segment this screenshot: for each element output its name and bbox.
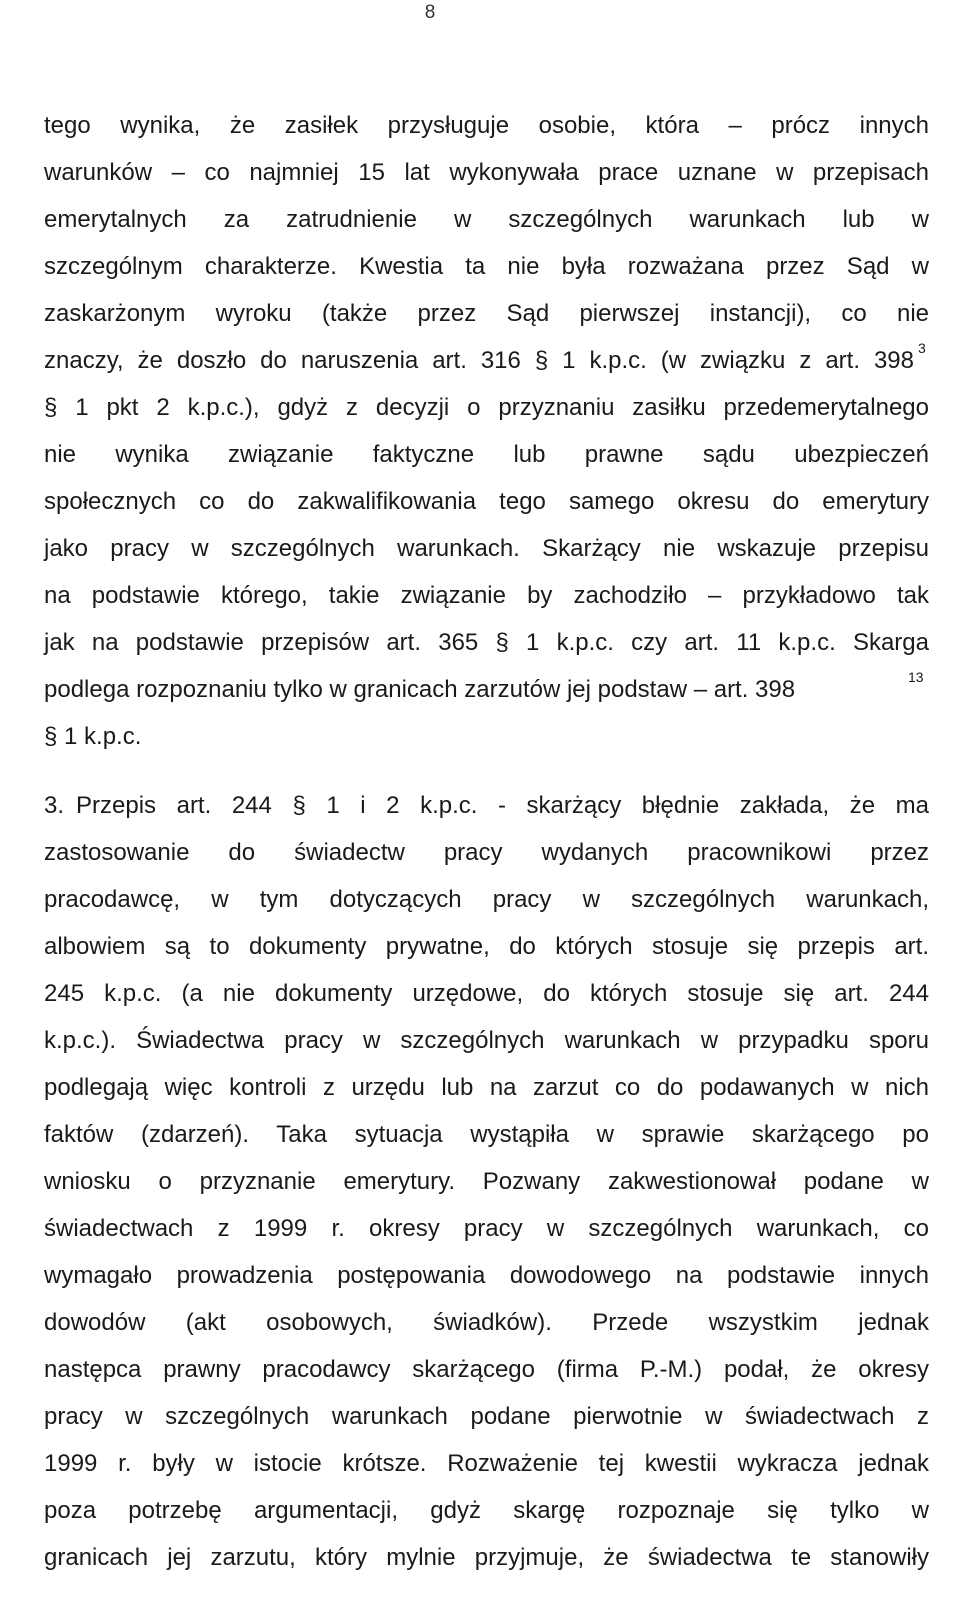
superscript: 13 — [908, 669, 924, 685]
text-line: nie wynika związanie faktyczne lub prawne sądu ubezpieczeń — [44, 441, 929, 468]
text-line: na podstawie którego, takie związanie by zachodziło – przykładowo tak — [44, 582, 929, 609]
text-line: następca prawny pracodawcy skarżącego (firma P.-M.) podał, że okresy — [44, 1356, 929, 1383]
text-line: k.p.c.). Świadectwa pracy w szczególnych warunkach w przypadku sporu — [44, 1027, 929, 1054]
text-line: § 1 pkt 2 k.p.c.), gdyż z decyzji o przyznaniu zasiłku przedemerytalnego — [44, 394, 929, 421]
text-line: 245 k.p.c. (a nie dokumenty urzędowe, do których stosuje się art. 244 — [44, 980, 929, 1007]
text-line: jak na podstawie przepisów art. 365 § 1 k.p.c. czy art. 11 k.p.c. Skarga — [44, 629, 929, 656]
text-line: wymagało prowadzenia postępowania dowodowego na podstawie innych — [44, 1262, 929, 1289]
text-line: społecznych co do zakwalifikowania tego samego okresu do emerytury — [44, 488, 929, 515]
text-line-with-sup — [44, 676, 904, 706]
text-line: tego wynika, że zasiłek przysługuje osobie, która – prócz innych — [44, 112, 929, 139]
text-line: zaskarżonym wyroku (także przez Sąd pierwszej instancji), co nie — [44, 300, 929, 327]
text-line: zastosowanie do świadectw pracy wydanych pracownikowi przez — [44, 839, 929, 866]
text-line: poza potrzebę argumentacji, gdyż skargę rozpoznaje się tylko w — [44, 1497, 929, 1524]
text-line: wniosku o przyznanie emerytury. Pozwany zakwestionował podane w — [44, 1168, 929, 1195]
text-line: emerytalnych za zatrudnienie w szczególnych warunkach lub w — [44, 206, 929, 233]
text-segment: znaczy, że doszło do naruszenia art. 316 § 1 k.p.c. (w związku z art. 398 — [44, 347, 914, 374]
text-line-with-sup — [44, 347, 914, 377]
text-line: § 1 k.p.c. — [44, 723, 142, 750]
text-line: granicach jej zarzutu, który mylnie przyjmuje, że świadectwa te stanowiły — [44, 1544, 929, 1571]
text-line: Przepis art. 244 § 1 i 2 k.p.c. - skarżący błędnie zakłada, że ma — [76, 792, 929, 819]
page-number: 8 — [424, 2, 436, 23]
text-line: jako pracy w szczególnych warunkach. Skarżący nie wskazuje przepisu — [44, 535, 929, 562]
superscript: 3 — [918, 340, 926, 356]
text-line: podlegają więc kontroli z urzędu lub na zarzut co do podawanych w nich — [44, 1074, 929, 1101]
text-line: warunków – co najmniej 15 lat wykonywała prace uznane w przepisach — [44, 159, 929, 186]
text-line: świadectwach z 1999 r. okresy pracy w szczególnych warunkach, co — [44, 1215, 929, 1242]
text-line: 1999 r. były w istocie krótsze. Rozważenie tej kwestii wykracza jednak — [44, 1450, 929, 1477]
text-segment: podlega rozpoznaniu tylko w granicach zarzutów jej podstaw – art. 398 — [44, 676, 796, 703]
text-line: albowiem są to dokumenty prywatne, do których stosuje się przepis art. — [44, 933, 929, 960]
list-item-number: 3. — [44, 792, 65, 819]
text-line: pracy w szczególnych warunkach podane pierwotnie w świadectwach z — [44, 1403, 929, 1430]
text-line: szczególnym charakterze. Kwestia ta nie była rozważana przez Sąd w — [44, 253, 929, 280]
text-line: faktów (zdarzeń). Taka sytuacja wystąpiła w sprawie skarżącego po — [44, 1121, 929, 1148]
text-line: pracodawcę, w tym dotyczących pracy w szczególnych warunkach, — [44, 886, 929, 913]
text-line: dowodów (akt osobowych, świadków). Przede wszystkim jednak — [44, 1309, 929, 1336]
